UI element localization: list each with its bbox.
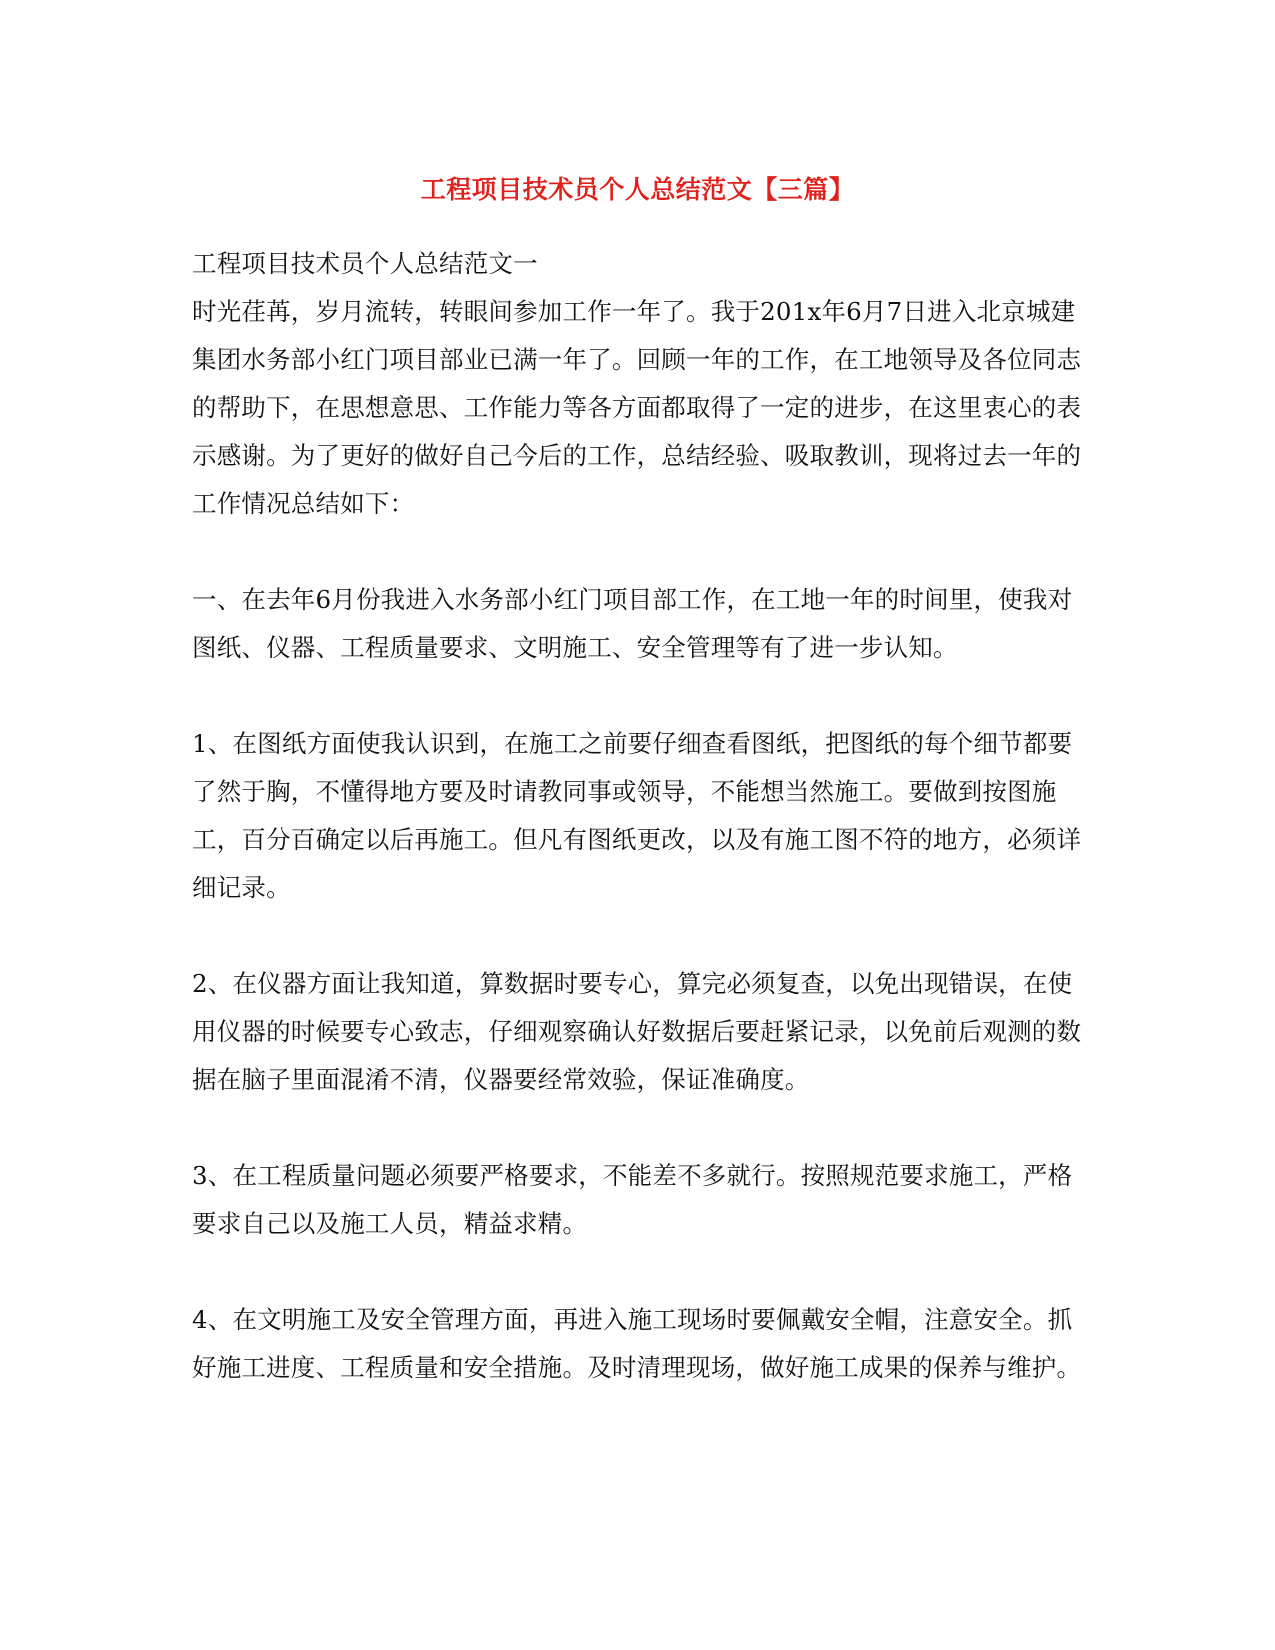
item-three-paragraph: 3、在工程质量问题必须要严格要求，不能差不多就行。按照规范要求施工，严格要求自己以及施工人员，精益求精。 (192, 1161, 1073, 1238)
item-two-paragraph: 2、在仪器方面让我知道，算数据时要专心，算完必须复查，以免出现错误，在使用仪器的时候要专心致志，仔细观察确认好数据后要赶紧记录，以免前后观测的数据在脑子里面混淆不清，仪器要经常效验，保证准确度。 (192, 969, 1082, 1094)
intro-paragraph: 时光荏苒，岁月流转，转眼间参加工作一年了。我于201x年6月7日进入北京城建集团水务部小红门项目部业已满一年了。回顾一年的工作，在工地领导及各位同志的帮助下，在思想意思、工作能力等各方面都取得了一定的进步，在这里衷心的表示感谢。为了更好的做好自己今后的工作，总结经验、吸取教训，现将过去一年的工作情况总结如下： (192, 297, 1082, 518)
paragraph-spacer (192, 672, 1082, 720)
document-title: 工程项目技术员个人总结范文【三篇】 (420, 175, 855, 204)
paragraph-spacer (192, 912, 1082, 960)
paragraph-spacer (192, 1248, 1082, 1296)
paragraph-spacer (192, 1104, 1082, 1152)
section-one-paragraph: 一、在去年6月份我进入水务部小红门项目部工作，在工地一年的时间里，使我对图纸、仪器、工程质量要求、文明施工、安全管理等有了进一步认知。 (192, 585, 1073, 662)
paragraph-spacer (192, 528, 1082, 576)
document-body (192, 240, 1082, 1392)
item-one-paragraph: 1、在图纸方面使我认识到，在施工之前要仔细查看图纸，把图纸的每个细节都要了然于胸，不懂得地方要及时请教同事或领导，不能想当然施工。要做到按图施工，百分百确定以后再施工。但凡有图纸更改，以及有施工图不符的地方，必须详细记录。 (192, 729, 1082, 902)
item-four-paragraph: 4、在文明施工及安全管理方面，再进入施工现场时要佩戴安全帽，注意安全。抓好施工进度、工程质量和安全措施。及时清理现场，做好施工成果的保养与维护。 (192, 1305, 1082, 1382)
section-heading: 工程项目技术员个人总结范文一 (192, 249, 538, 278)
